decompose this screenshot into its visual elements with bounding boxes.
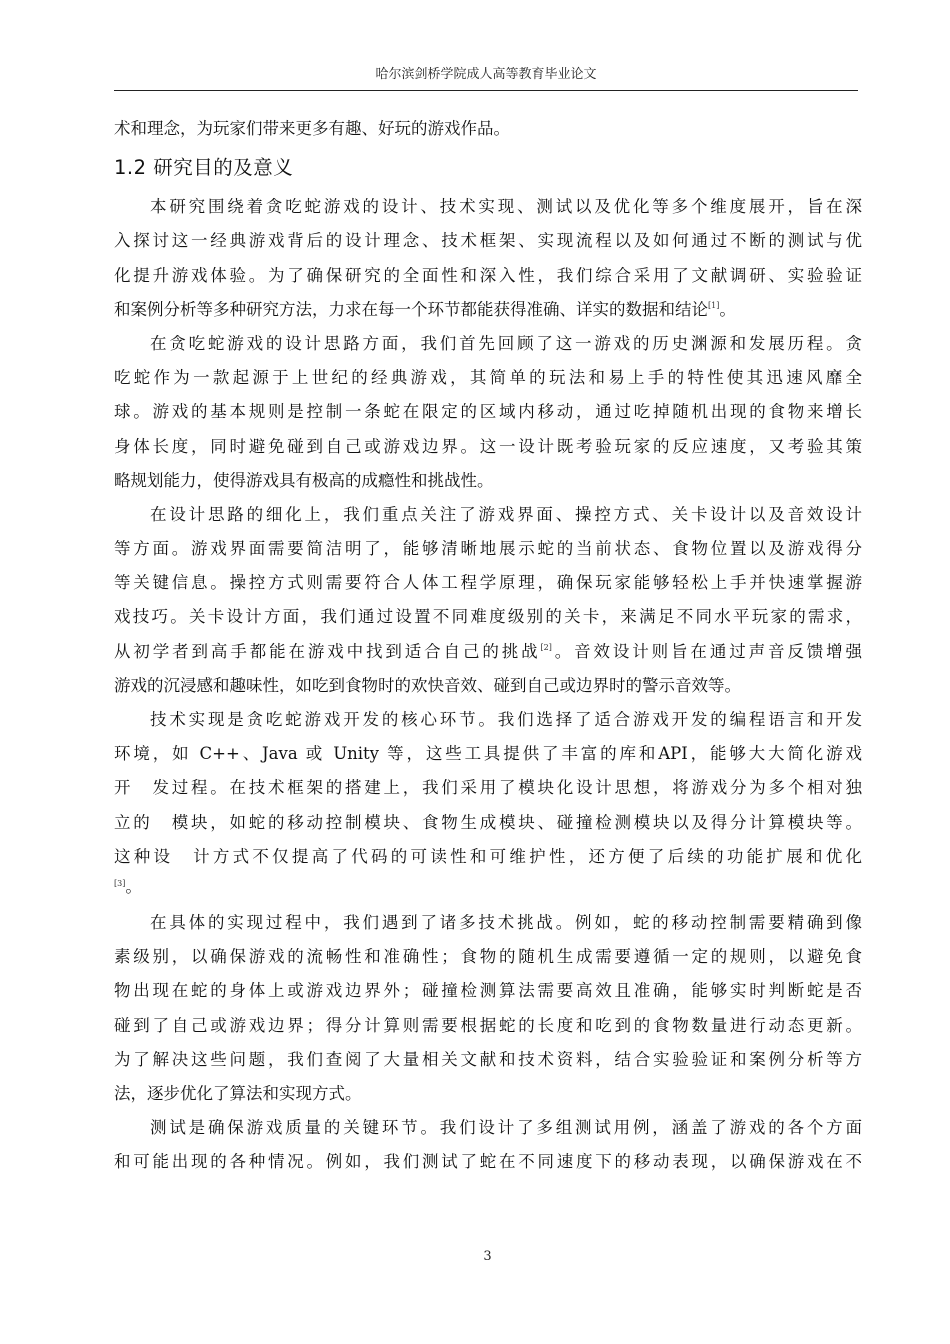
- paragraph-line: 开 发过程。在技术框架的搭建上，我们采用了模块化设计思想，将游戏分为多个相对独: [114, 778, 862, 798]
- paragraph-line: 本研究围绕着贪吃蛇游戏的设计、技术实现、测试以及优化等多个维度展开，旨在深: [150, 197, 862, 217]
- paragraph-line: 素级别，以确保游戏的流畅性和准确性；食物的随机生成需要遵循一定的规则，以避免食: [114, 947, 862, 967]
- running-header: [114, 64, 858, 91]
- paragraph-line: 等关键信息。操控方式则需要符合人体工程学原理，确保玩家能够轻松上手并快速掌握游: [114, 573, 862, 593]
- paragraph-line: 测试是确保游戏质量的关键环节。我们设计了多组测试用例，涵盖了游戏的各个方面: [150, 1118, 862, 1138]
- paragraph-design-history: [114, 327, 862, 498]
- paragraph-line: 立的 模块，如蛇的移动控制模块、食物生成模块、碰撞检测模块以及得分计算模块等。: [114, 812, 862, 832]
- paragraph-line: 身体长度，同时避免碰到自己或游戏边界。这一设计既考验玩家的反应速度，又考验其策: [114, 436, 862, 456]
- paragraph-line: 这种设 计方式不仅提高了代码的可读性和可维护性，还方便了后续的功能扩展和优化: [114, 846, 862, 866]
- paragraph-tech-implementation: [114, 703, 862, 900]
- section-heading: 1.2 研究目的及意义: [114, 156, 294, 180]
- paragraph-line: 法，逐步优化了算法和实现方式。: [114, 1083, 362, 1103]
- header-title: 哈尔滨剑桥学院成人高等教育毕业论文: [375, 67, 597, 82]
- paragraph-line: [114, 635, 862, 669]
- citation-1: [1]: [708, 300, 720, 310]
- paragraph-line: 在具体的实现过程中，我们遇到了诸多技术挑战。例如，蛇的移动控制需要精确到像: [150, 912, 862, 932]
- paragraph-line: 为了解决这些问题，我们查阅了大量相关文献和技术资料，结合实验验证和案例分析等方: [114, 1049, 862, 1069]
- page-number: 3: [483, 1249, 492, 1264]
- line-text: 。: [125, 876, 142, 896]
- paragraph-line: 球。游戏的基本规则是控制一条蛇在限定的区域内移动，通过吃掉随机出现的食物来增长: [114, 402, 862, 422]
- paragraph-line: 碰到了自己或游戏边界；得分计算则需要根据蛇的长度和吃到的食物数量进行动态更新。: [114, 1015, 862, 1035]
- paragraph-line: 术和理念，为玩家们带来更多有趣、好玩的游戏作品。: [114, 119, 510, 138]
- line-text: 。音效设计则旨在通过声音反馈增强: [551, 641, 863, 661]
- page-body: [114, 112, 862, 1179]
- paragraph-line: 环境，如 C++、Java 或 Unity 等，这些工具提供了丰富的库和API，能够大大简化游戏: [114, 744, 862, 764]
- paragraph-design-details: [114, 498, 862, 703]
- paragraph-line: 物出现在蛇的身体上或游戏边界外；碰撞检测算法需要高效且准确，能够实时判断蛇是否: [114, 981, 862, 1001]
- paragraph-line: 戏技巧。关卡设计方面，我们通过设置不同难度级别的关卡，来满足不同水平玩家的需求，: [114, 607, 862, 627]
- line-text: 。: [719, 299, 736, 319]
- paragraph-line: 游戏的沉浸感和趣味性，如吃到食物时的欢快音效、碰到自己或边界时的警示音效等。: [114, 675, 741, 695]
- paragraph-line: 略规划能力，使得游戏具有极高的成瘾性和挑战性。: [114, 470, 494, 490]
- paragraph-tech-challenges: [114, 906, 862, 1111]
- line-text: 从初学者到高手都能在游戏中找到适合自己的挑战: [114, 641, 541, 661]
- paragraph-line: 入探讨这一经典游戏背后的设计理念、技术框架、实现流程以及如何通过不断的测试与优: [114, 231, 862, 251]
- citation-3: [3]: [114, 878, 126, 888]
- paragraph-line: 吃蛇作为一款起源于上世纪的经典游戏，其简单的玩法和易上手的特性使其迅速风靡全: [114, 368, 862, 388]
- paragraph-line: 技术实现是贪吃蛇游戏开发的核心环节。我们选择了适合游戏开发的编程语言和开发: [150, 710, 862, 729]
- line-text: 和案例分析等多种研究方法，力求在每一个环节都能获得准确、详实的数据和结论: [114, 299, 708, 319]
- citation-2: [2]: [540, 642, 552, 652]
- paragraph-line: [114, 874, 862, 900]
- paragraph-line: [114, 293, 862, 327]
- paragraph-testing: [114, 1111, 862, 1179]
- paragraph-line: 化提升游戏体验。为了确保研究的全面性和深入性，我们综合采用了文献调研、实验验证: [114, 265, 862, 285]
- paragraph-line: 在设计思路的细化上，我们重点关注了游戏界面、操控方式、关卡设计以及音效设计: [150, 504, 862, 524]
- paragraph-line: 等方面。游戏界面需要简洁明了，能够清晰地展示蛇的当前状态、食物位置以及游戏得分: [114, 539, 862, 559]
- paragraph-line: 在贪吃蛇游戏的设计思路方面，我们首先回顾了这一游戏的历史渊源和发展历程。贪: [150, 333, 862, 353]
- paragraph-line: 和可能出现的各种情况。例如，我们测试了蛇在不同速度下的移动表现，以确保游戏在不: [114, 1152, 862, 1172]
- paragraph-research-scope: [114, 190, 862, 327]
